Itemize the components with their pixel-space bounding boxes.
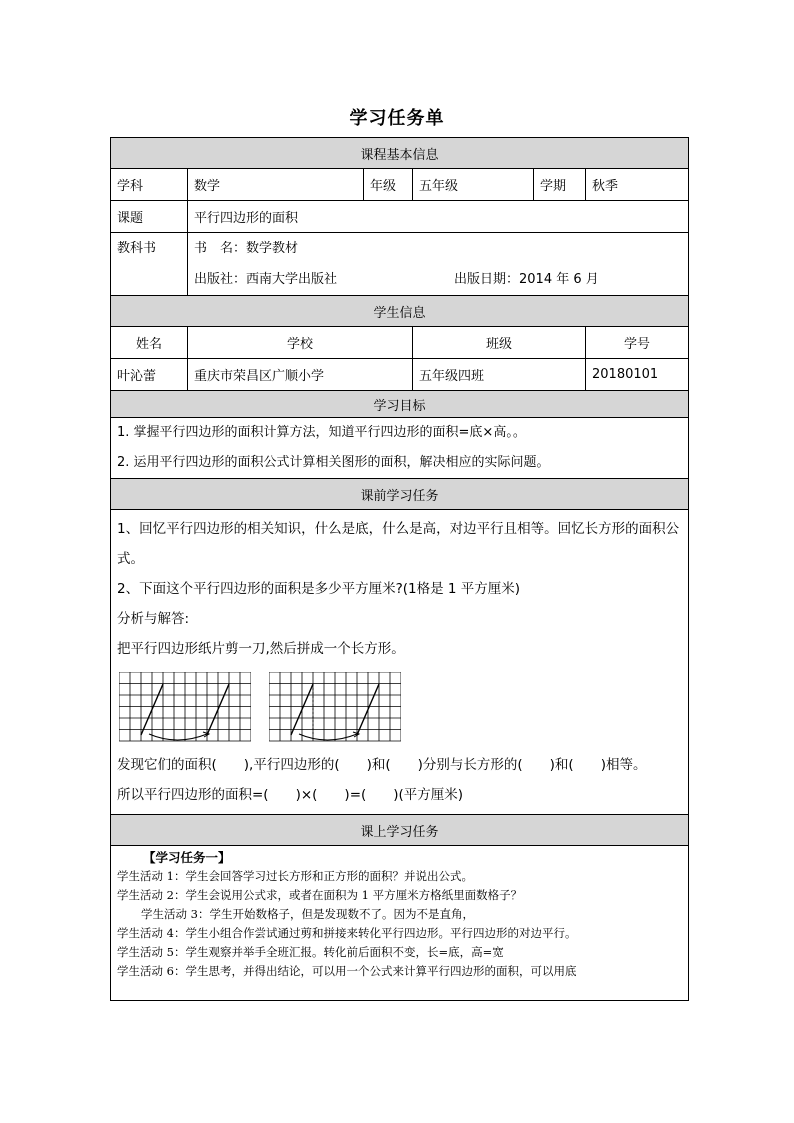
section-student-info: 学生信息 — [111, 296, 689, 327]
student-name: 叶沁蕾 — [111, 359, 188, 391]
class-task-line: 学生活动 3：学生开始数格子，但是发现数不了。因为不是直角， — [141, 907, 474, 921]
pre-task-p5: 发现它们的面积( ),平行四边形的( )和( )分别与长方形的( )和( )相等。 — [117, 757, 647, 773]
pub-date: 出版日期：2014 年 6 月 — [454, 272, 599, 287]
topic-label: 课题 — [111, 201, 188, 233]
goals-content — [111, 418, 689, 479]
section-class-task: 课上学习任务 — [111, 815, 689, 846]
pre-task-p1: 1、回忆平行四边形的相关知识，什么是底，什么是高，对边平行且相等。回忆长方形的面积公式。 — [117, 521, 680, 567]
pre-task-content — [111, 510, 689, 815]
student-id: 20180101 — [586, 359, 689, 391]
move-arrow — [299, 734, 357, 740]
textbook-info — [188, 233, 689, 296]
student-school: 重庆市荣昌区广顺小学 — [188, 359, 413, 391]
book-name: 书 名：数学教材 — [194, 241, 299, 256]
topic-value: 平行四边形的面积 — [188, 201, 689, 233]
class-task-content — [111, 846, 689, 1001]
pre-task-p4: 把平行四边形纸片剪一刀,然后拼成一个长方形。 — [117, 641, 405, 657]
subject-value: 数学 — [188, 169, 364, 201]
publisher-row — [194, 264, 682, 295]
textbook-label: 教科书 — [111, 233, 188, 296]
grade-label: 年级 — [364, 169, 413, 201]
class-task-line: 学生活动 4：学生小组合作尝试通过剪和拼接来转化平行四边形。平行四边形的对边平行。 — [117, 926, 577, 940]
header-id: 学号 — [586, 327, 689, 359]
pre-task-p2: 2、下面这个平行四边形的面积是多少平方厘米?(1格是 1 平方厘米) — [117, 581, 521, 597]
parallelogram-grid-figure — [119, 672, 251, 742]
section-pre-task: 课前学习任务 — [111, 479, 689, 510]
goal-item: 2. 运用平行四边形的面积公式计算相关图形的面积，解决相应的实际问题。 — [117, 455, 550, 470]
grid-figures — [119, 672, 682, 742]
publisher: 出版社：西南大学出版社 — [194, 272, 338, 287]
grade-value: 五年级 — [413, 169, 534, 201]
class-task-line: 学生活动 5：学生观察并举手全班汇报。转化前后面积不变，长=底，高=宽 — [117, 945, 504, 959]
page-title: 学习任务单 — [349, 108, 445, 129]
section-course-info: 课程基本信息 — [111, 138, 689, 169]
term-label: 学期 — [534, 169, 586, 201]
header-name: 姓名 — [111, 327, 188, 359]
pre-task-p3: 分析与解答: — [117, 611, 190, 627]
header-school: 学校 — [188, 327, 413, 359]
task-sheet-table — [110, 137, 689, 1001]
section-goals: 学习目标 — [111, 391, 689, 418]
class-task-line: 学生活动 2：学生会说用公式求，或者在面积为 1 平方厘米方格纸里面数格子？ — [117, 888, 523, 902]
rectangle-grid-figure — [269, 672, 401, 742]
header-class: 班级 — [413, 327, 586, 359]
pre-task-p6: 所以平行四边形的面积=( )×( )=( )(平方厘米) — [117, 787, 464, 803]
class-task-line: 学生活动 6：学生思考，并得出结论，可以用一个公式来计算平行四边形的面积，可以用底 — [117, 964, 577, 978]
term-value: 秋季 — [586, 169, 689, 201]
subject-label: 学科 — [111, 169, 188, 201]
goal-item: 1. 掌握平行四边形的面积计算方法，知道平行四边形的面积=底×高。。 — [117, 425, 526, 440]
class-task-heading: 【学习任务一】 — [143, 850, 231, 865]
class-task-line: 学生活动 1：学生会回答学习过长方形和正方形的面积？并说出公式。 — [117, 869, 473, 883]
student-class: 五年级四班 — [413, 359, 586, 391]
move-arrow — [149, 734, 207, 740]
